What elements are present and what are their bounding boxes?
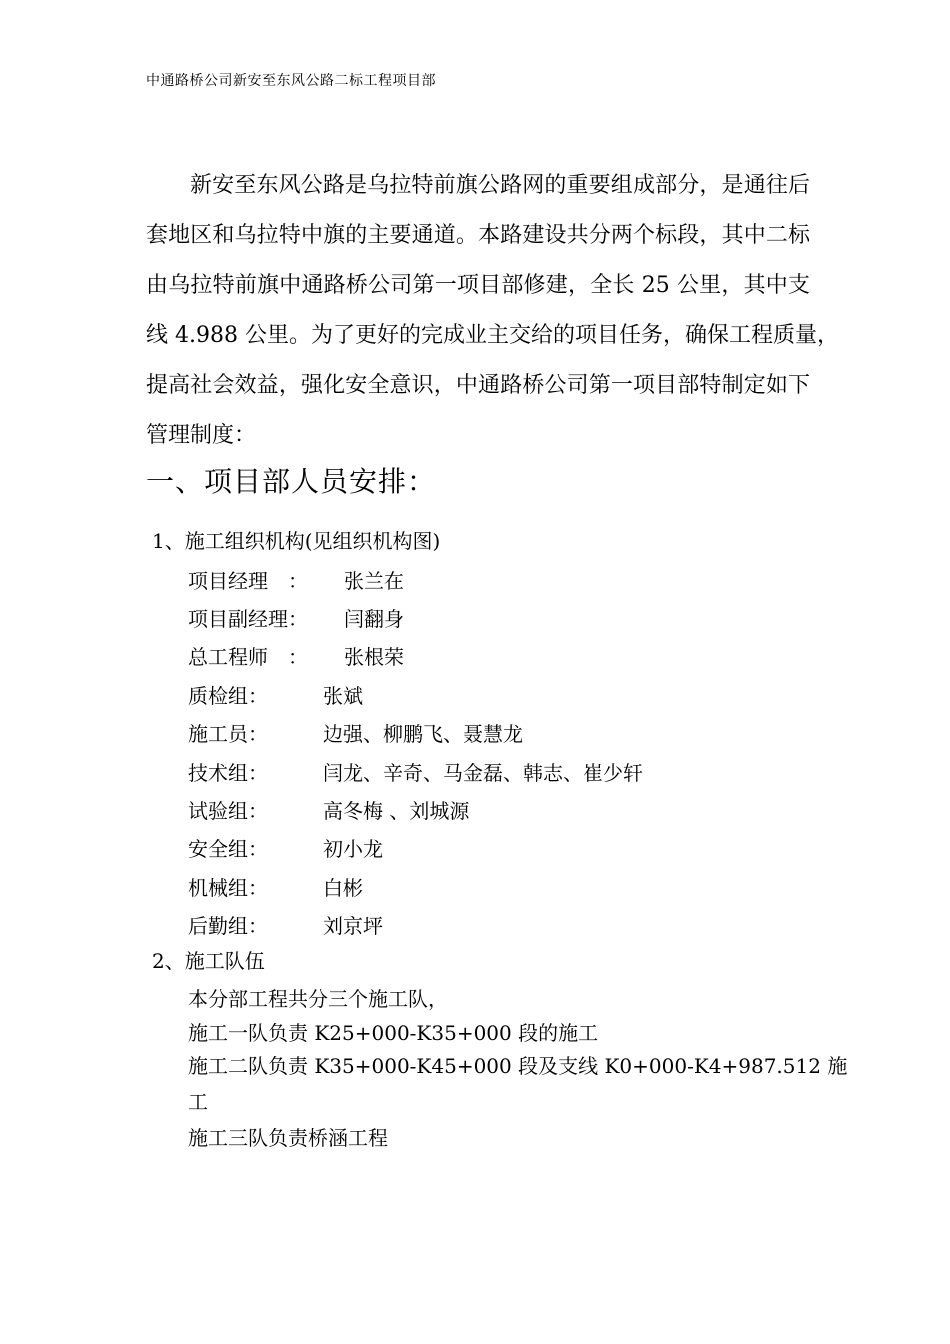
team-line: 施工三队负责桥涵工程 <box>188 1126 388 1150</box>
intro-line: 套地区和乌拉特中旗的主要通道。本路建设共分两个标段，其中二标 <box>146 223 810 248</box>
org-role: 总工程师 ： <box>188 645 308 669</box>
team-line: 施工二队负责 K35+000-K45+000 段及支线 K0+000-K4+987.512 施 <box>188 1054 848 1078</box>
section-heading: 一、项目部人员安排： <box>146 465 437 498</box>
org-role: 项目经理 ： <box>188 569 308 593</box>
org-member: 边强、柳鹏飞、聂慧龙 <box>323 722 523 746</box>
org-role: 质检组： <box>188 684 268 708</box>
page-header: 中通路桥公司新安至东风公路二标工程项目部 <box>146 73 436 89</box>
org-member: 初小龙 <box>323 837 383 861</box>
org-member: 刘京坪 <box>323 914 383 938</box>
intro-line: 提高社会效益，强化安全意识，中通路桥公司第一项目部特制定如下 <box>146 373 810 398</box>
intro-line: 新安至东风公路是乌拉特前旗公路网的重要组成部分，是通往后 <box>190 173 810 198</box>
org-member: 闫龙、辛奇、马金磊、韩志、崔少轩 <box>323 761 643 785</box>
team-line: 本分部工程共分三个施工队， <box>188 987 448 1011</box>
intro-line: 管理制度： <box>146 423 257 448</box>
team-line: 施工一队负责 K25+000-K35+000 段的施工 <box>188 1021 599 1045</box>
org-role: 后勤组： <box>188 914 268 938</box>
org-role: 安全组： <box>188 837 268 861</box>
org-role: 项目副经理： <box>188 607 308 631</box>
subsection-title: 1、施工组织机构(见组织机构图) <box>152 529 441 553</box>
org-role: 试验组： <box>188 799 268 823</box>
team-line: 工 <box>188 1090 208 1114</box>
org-member: 张根荣 <box>344 645 404 669</box>
intro-line: 线 4.988 公里。为了更好的完成业主交给的项目任务，确保工程质量， <box>146 323 839 348</box>
org-role: 技术组： <box>188 761 268 785</box>
org-member: 张斌 <box>323 684 363 708</box>
intro-line: 由乌拉特前旗中通路桥公司第一项目部修建，全长 25 公里，其中支 <box>146 273 810 298</box>
org-member: 闫翻身 <box>344 607 404 631</box>
org-member: 白彬 <box>323 876 363 900</box>
intro-paragraph <box>146 168 839 468</box>
org-member: 高冬梅 、刘城源 <box>323 799 470 823</box>
org-role: 施工员： <box>188 722 268 746</box>
subsection-title: 2、施工队伍 <box>152 949 265 973</box>
org-role: 机械组： <box>188 876 268 900</box>
org-member: 张兰在 <box>344 569 404 593</box>
